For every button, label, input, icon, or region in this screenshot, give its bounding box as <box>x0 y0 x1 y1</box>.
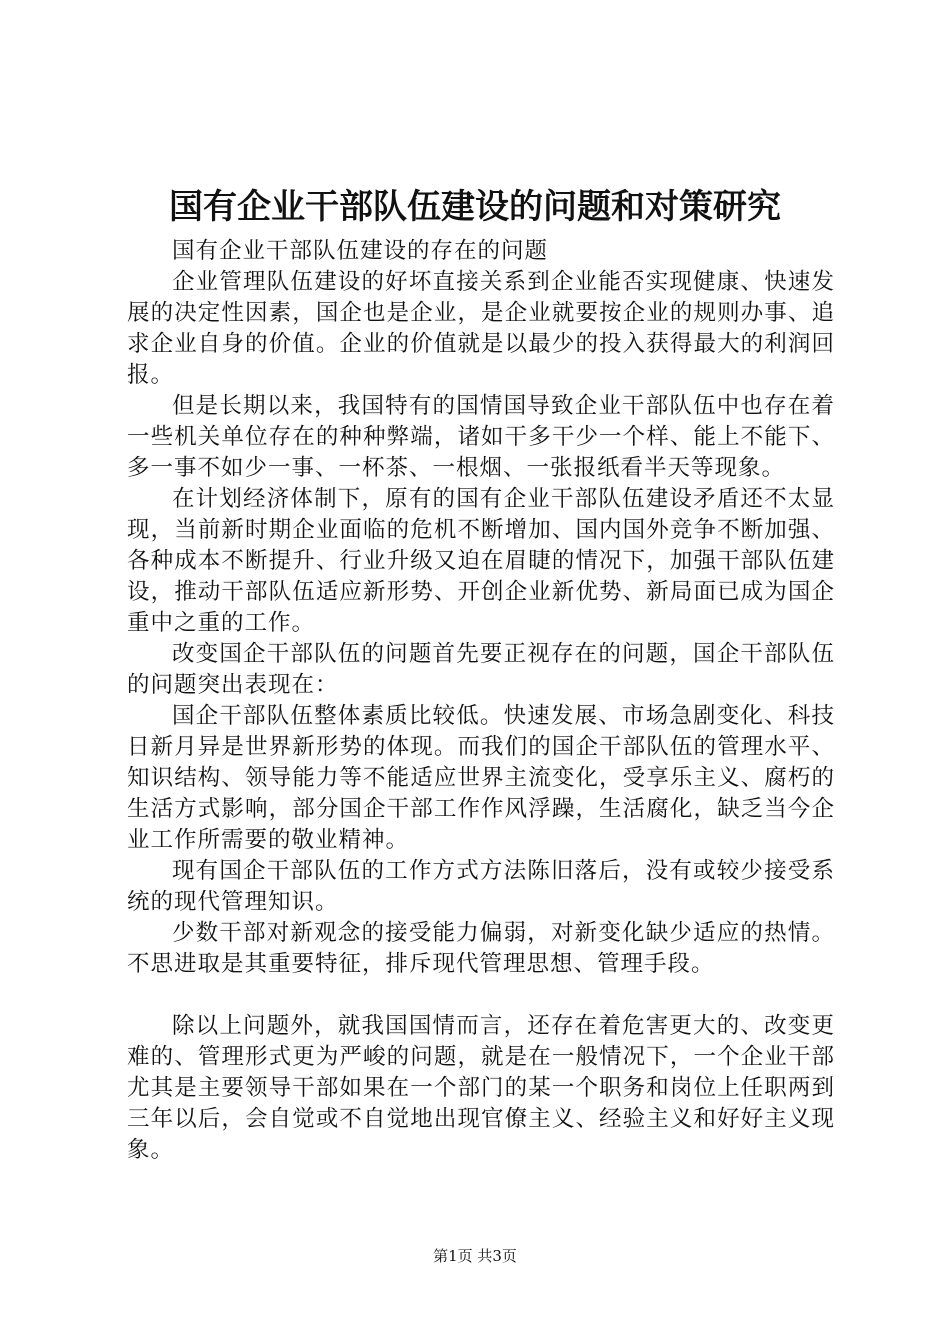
paragraph: 现有国企干部队伍的工作方式方法陈旧落后，没有或较少接受系统的现代管理知识。 <box>127 858 835 915</box>
paragraph: 少数干部对新观念的接受能力偏弱，对新变化缺少适应的热情。不思进取是其重要特征，排斥现代管理思想、管理手段。 <box>127 920 835 977</box>
page-number-footer: 第1页 共3页 <box>433 1247 517 1265</box>
paragraph: 但是长期以来，我国特有的国情国导致企业干部队伍中也存在着一些机关单位存在的种种弊端，诸如干多干少一个样、能上不能下、多一事不如少一事、一杯茶、一根烟、一张报纸看半天等现象。 <box>127 393 835 481</box>
paragraph: 国企干部队伍整体素质比较低。快速发展、市场急剧变化、科技日新月异是世界新形势的体现。而我们的国企干部队伍的管理水平、知识结构、领导能力等不能适应世界主流变化，受享乐主义、腐朽的生活方式影响，部分国企干部工作作风浮躁，生活腐化，缺乏当今企业工作所需要的敬业精神。 <box>127 703 835 853</box>
document-body <box>127 236 835 1166</box>
paragraph-heading: 国有企业干部队伍建设的存在的问题 <box>172 238 549 264</box>
document-title: 国有企业干部队伍建设的问题和对策研究 <box>169 187 781 227</box>
paragraph: 改变国企干部队伍的问题首先要正视存在的问题，国企干部队伍的问题突出表现在： <box>127 641 835 698</box>
paragraph: 企业管理队伍建设的好坏直接关系到企业能否实现健康、快速发展的决定性因素，国企也是企业，是企业就要按企业的规则办事、追求企业自身的价值。企业的价值就是以最少的投入获得最大的利润回报。 <box>127 269 835 388</box>
paragraph: 在计划经济体制下，原有的国有企业干部队伍建设矛盾还不太显现，当前新时期企业面临的危机不断增加、国内国外竞争不断加强、各种成本不断提升、行业升级又迫在眉睫的情况下，加强干部队伍建设，推动干部队伍适应新形势、开创企业新优势、新局面已成为国企重中之重的工作。 <box>127 486 835 636</box>
paragraph: 除以上问题外，就我国国情而言，还存在着危害更大的、改变更难的、管理形式更为严峻的问题，就是在一般情况下，一个企业干部尤其是主要领导干部如果在一个部门的某一个职务和岗位上任职两到三年以后，会自觉或不自觉地出现官僚主义、经验主义和好好主义现象。 <box>127 1013 835 1163</box>
